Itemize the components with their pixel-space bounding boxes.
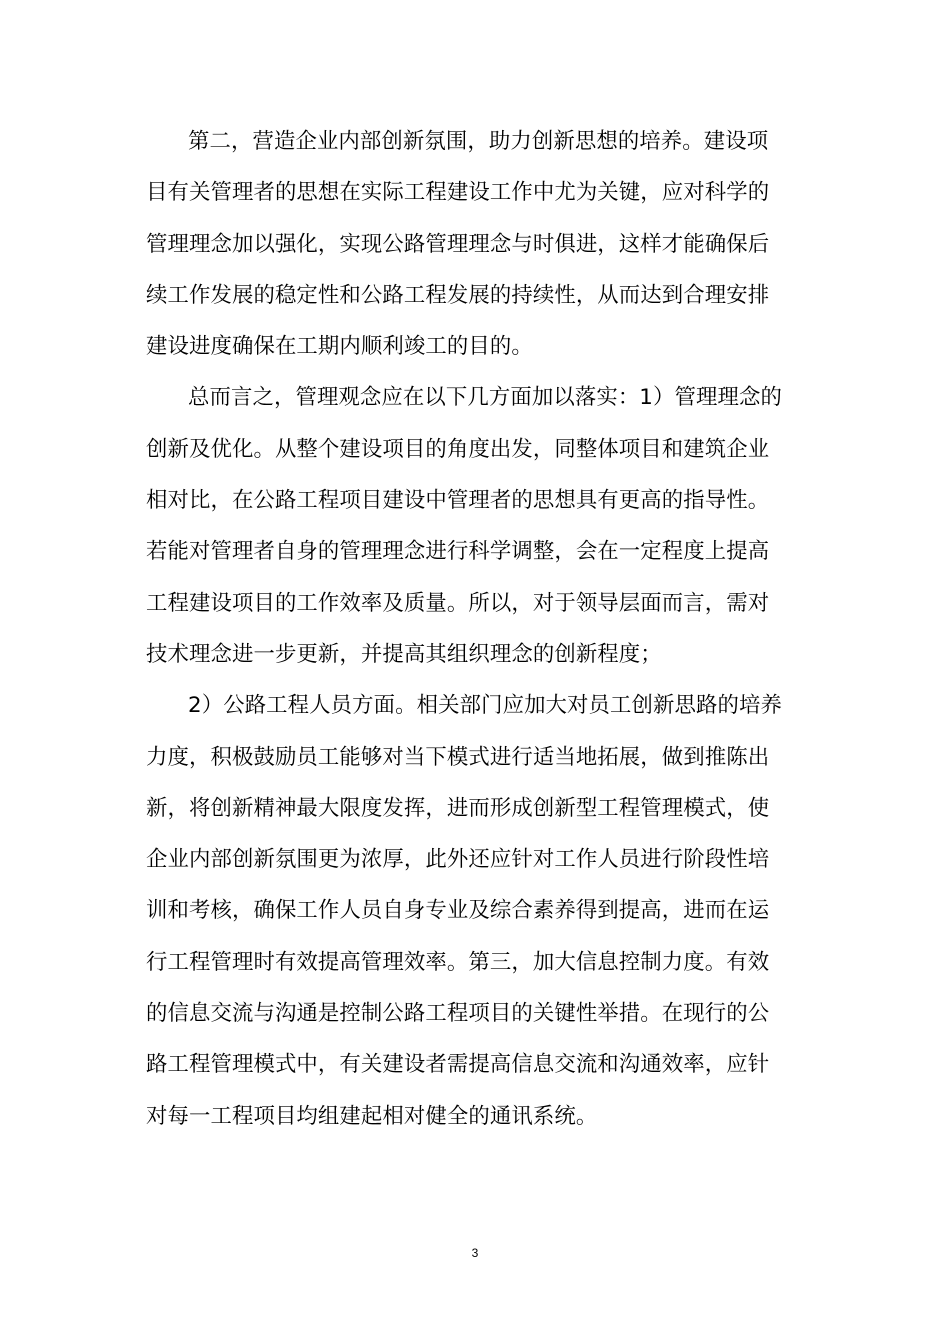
text-line: 路工程管理模式中，有关建设者需提高信息交流和沟通效率，应针 [146,1052,770,1078]
text-line: 新，将创新精神最大限度发挥，进而形成创新型工程管理模式，使 [146,795,770,821]
text-line: 的信息交流与沟通是控制公路工程项目的关键性举措。在现行的公 [146,1001,770,1027]
text-line: 技术理念进一步更新，并提高其组织理念的创新程度； [146,641,662,667]
text-line: 总而言之，管理观念应在以下几方面加以落实：1）管理理念的 [188,385,782,411]
text-line: 训和考核，确保工作人员自身专业及综合素养得到提高，进而在运 [146,898,770,924]
text-line: 建设进度确保在工期内顺利竣工的目的。 [146,334,533,360]
text-line: 力度，积极鼓励员工能够对当下模式进行适当地拓展，做到推陈出 [146,744,770,770]
page-number: 3 [471,1246,479,1260]
text-line: 对每一工程项目均组建起相对健全的通讯系统。 [146,1103,598,1129]
text-line: 管理理念加以强化，实现公路管理理念与时俱进，这样才能确保后 [146,231,770,257]
text-line: 第二，营造企业内部创新氛围，助力创新思想的培养。建设项 [188,129,769,154]
text-line: 相对比，在公路工程项目建设中管理者的思想具有更高的指导性。 [146,488,770,514]
text-line: 行工程管理时有效提高管理效率。第三，加大信息控制力度。有效 [146,949,770,975]
text-line: 目有关管理者的思想在实际工程建设工作中尤为关键，应对科学的 [146,180,770,206]
text-line: 若能对管理者自身的管理理念进行科学调整，会在一定程度上提高 [146,539,770,565]
text-line: 续工作发展的稳定性和公路工程发展的持续性，从而达到合理安排 [146,282,770,308]
text-line: 企业内部创新氛围更为浓厚，此外还应针对工作人员进行阶段性培 [146,847,770,873]
text-line: 2）公路工程人员方面。相关部门应加大对员工创新思路的培养 [188,693,782,719]
text-line: 创新及优化。从整个建设项目的角度出发，同整体项目和建筑企业 [146,436,770,462]
body-text [146,116,808,1142]
text-line: 工程建设项目的工作效率及质量。所以，对于领导层面而言，需对 [146,590,770,616]
